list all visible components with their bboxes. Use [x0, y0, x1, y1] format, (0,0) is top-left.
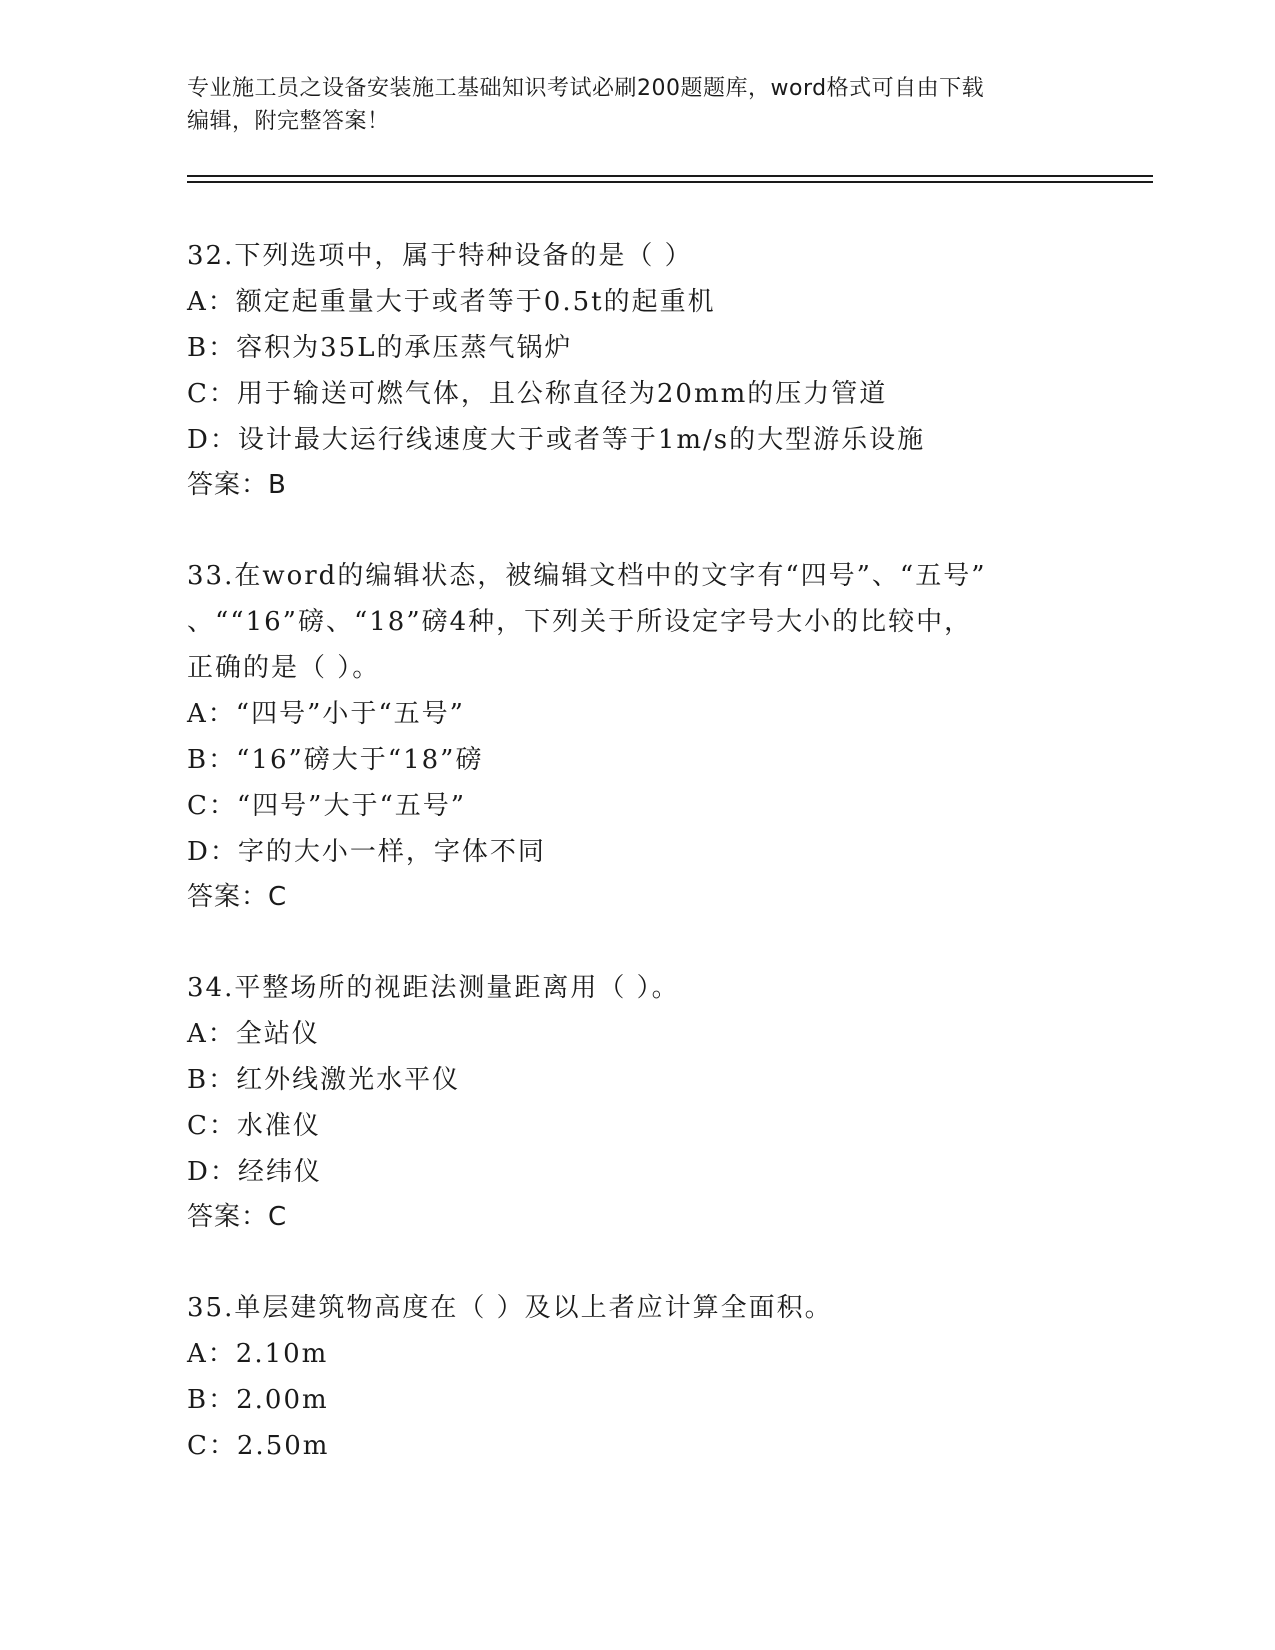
question-32	[187, 233, 1087, 507]
question-34	[187, 965, 1087, 1239]
question-text-line: 33.在word的编辑状态，被编辑文档中的文字有“四号”、“五号”	[187, 561, 987, 591]
question-text-line: 35.单层建筑物高度在（ ）及以上者应计算全面积。	[187, 1293, 833, 1323]
question-text	[187, 965, 1087, 1011]
question-text	[187, 233, 1087, 279]
option-b: B：红外线激光水平仪	[187, 1065, 461, 1095]
option-c: C：用于输送可燃气体，且公称直径为20mm的压力管道	[187, 379, 888, 409]
question-list	[187, 233, 1087, 1515]
question-text	[187, 1285, 1087, 1331]
question-text-line: 正确的是（ ）。	[187, 653, 381, 683]
question-text-line: 32.下列选项中，属于特种设备的是（ ）	[187, 241, 693, 271]
answer-line: 答案：C	[187, 882, 288, 912]
header-title-line-1: 专业施工员之设备安装施工基础知识考试必刷200题题库，word格式可自由下载	[187, 76, 985, 101]
question-text	[187, 553, 1087, 691]
question-text-line: 、““16”磅、“18”磅4种，下列关于所设定字号大小的比较中，	[187, 607, 973, 637]
header-divider-top	[187, 175, 1153, 177]
option-a: A：2.10m	[187, 1339, 329, 1369]
answer-line: 答案：B	[187, 470, 287, 500]
option-b: B：容积为35L的承压蒸气锅炉	[187, 333, 573, 363]
option-a: A：“四号”小于“五号”	[187, 699, 465, 729]
option-d: D：设计最大运行线速度大于或者等于1m/s的大型游乐设施	[187, 425, 926, 455]
option-c: C：“四号”大于“五号”	[187, 791, 467, 821]
header-title-line-2: 编辑，附完整答案！	[187, 109, 390, 134]
answer-line: 答案：C	[187, 1202, 288, 1232]
question-35	[187, 1285, 1087, 1469]
question-text-line: 34.平整场所的视距法测量距离用（ ）。	[187, 973, 680, 1003]
option-a: A：全站仪	[187, 1019, 320, 1049]
document-header	[187, 72, 1067, 138]
option-c: C：水准仪	[187, 1111, 321, 1141]
option-b: B：2.00m	[187, 1385, 329, 1415]
question-33	[187, 553, 1087, 919]
option-c: C：2.50m	[187, 1431, 330, 1461]
option-b: B：“16”磅大于“18”磅	[187, 745, 484, 775]
option-d: D：经纬仪	[187, 1157, 322, 1187]
option-a: A：额定起重量大于或者等于0.5t的起重机	[187, 287, 716, 317]
option-d: D：字的大小一样，字体不同	[187, 837, 546, 867]
header-divider-bottom	[187, 181, 1153, 183]
